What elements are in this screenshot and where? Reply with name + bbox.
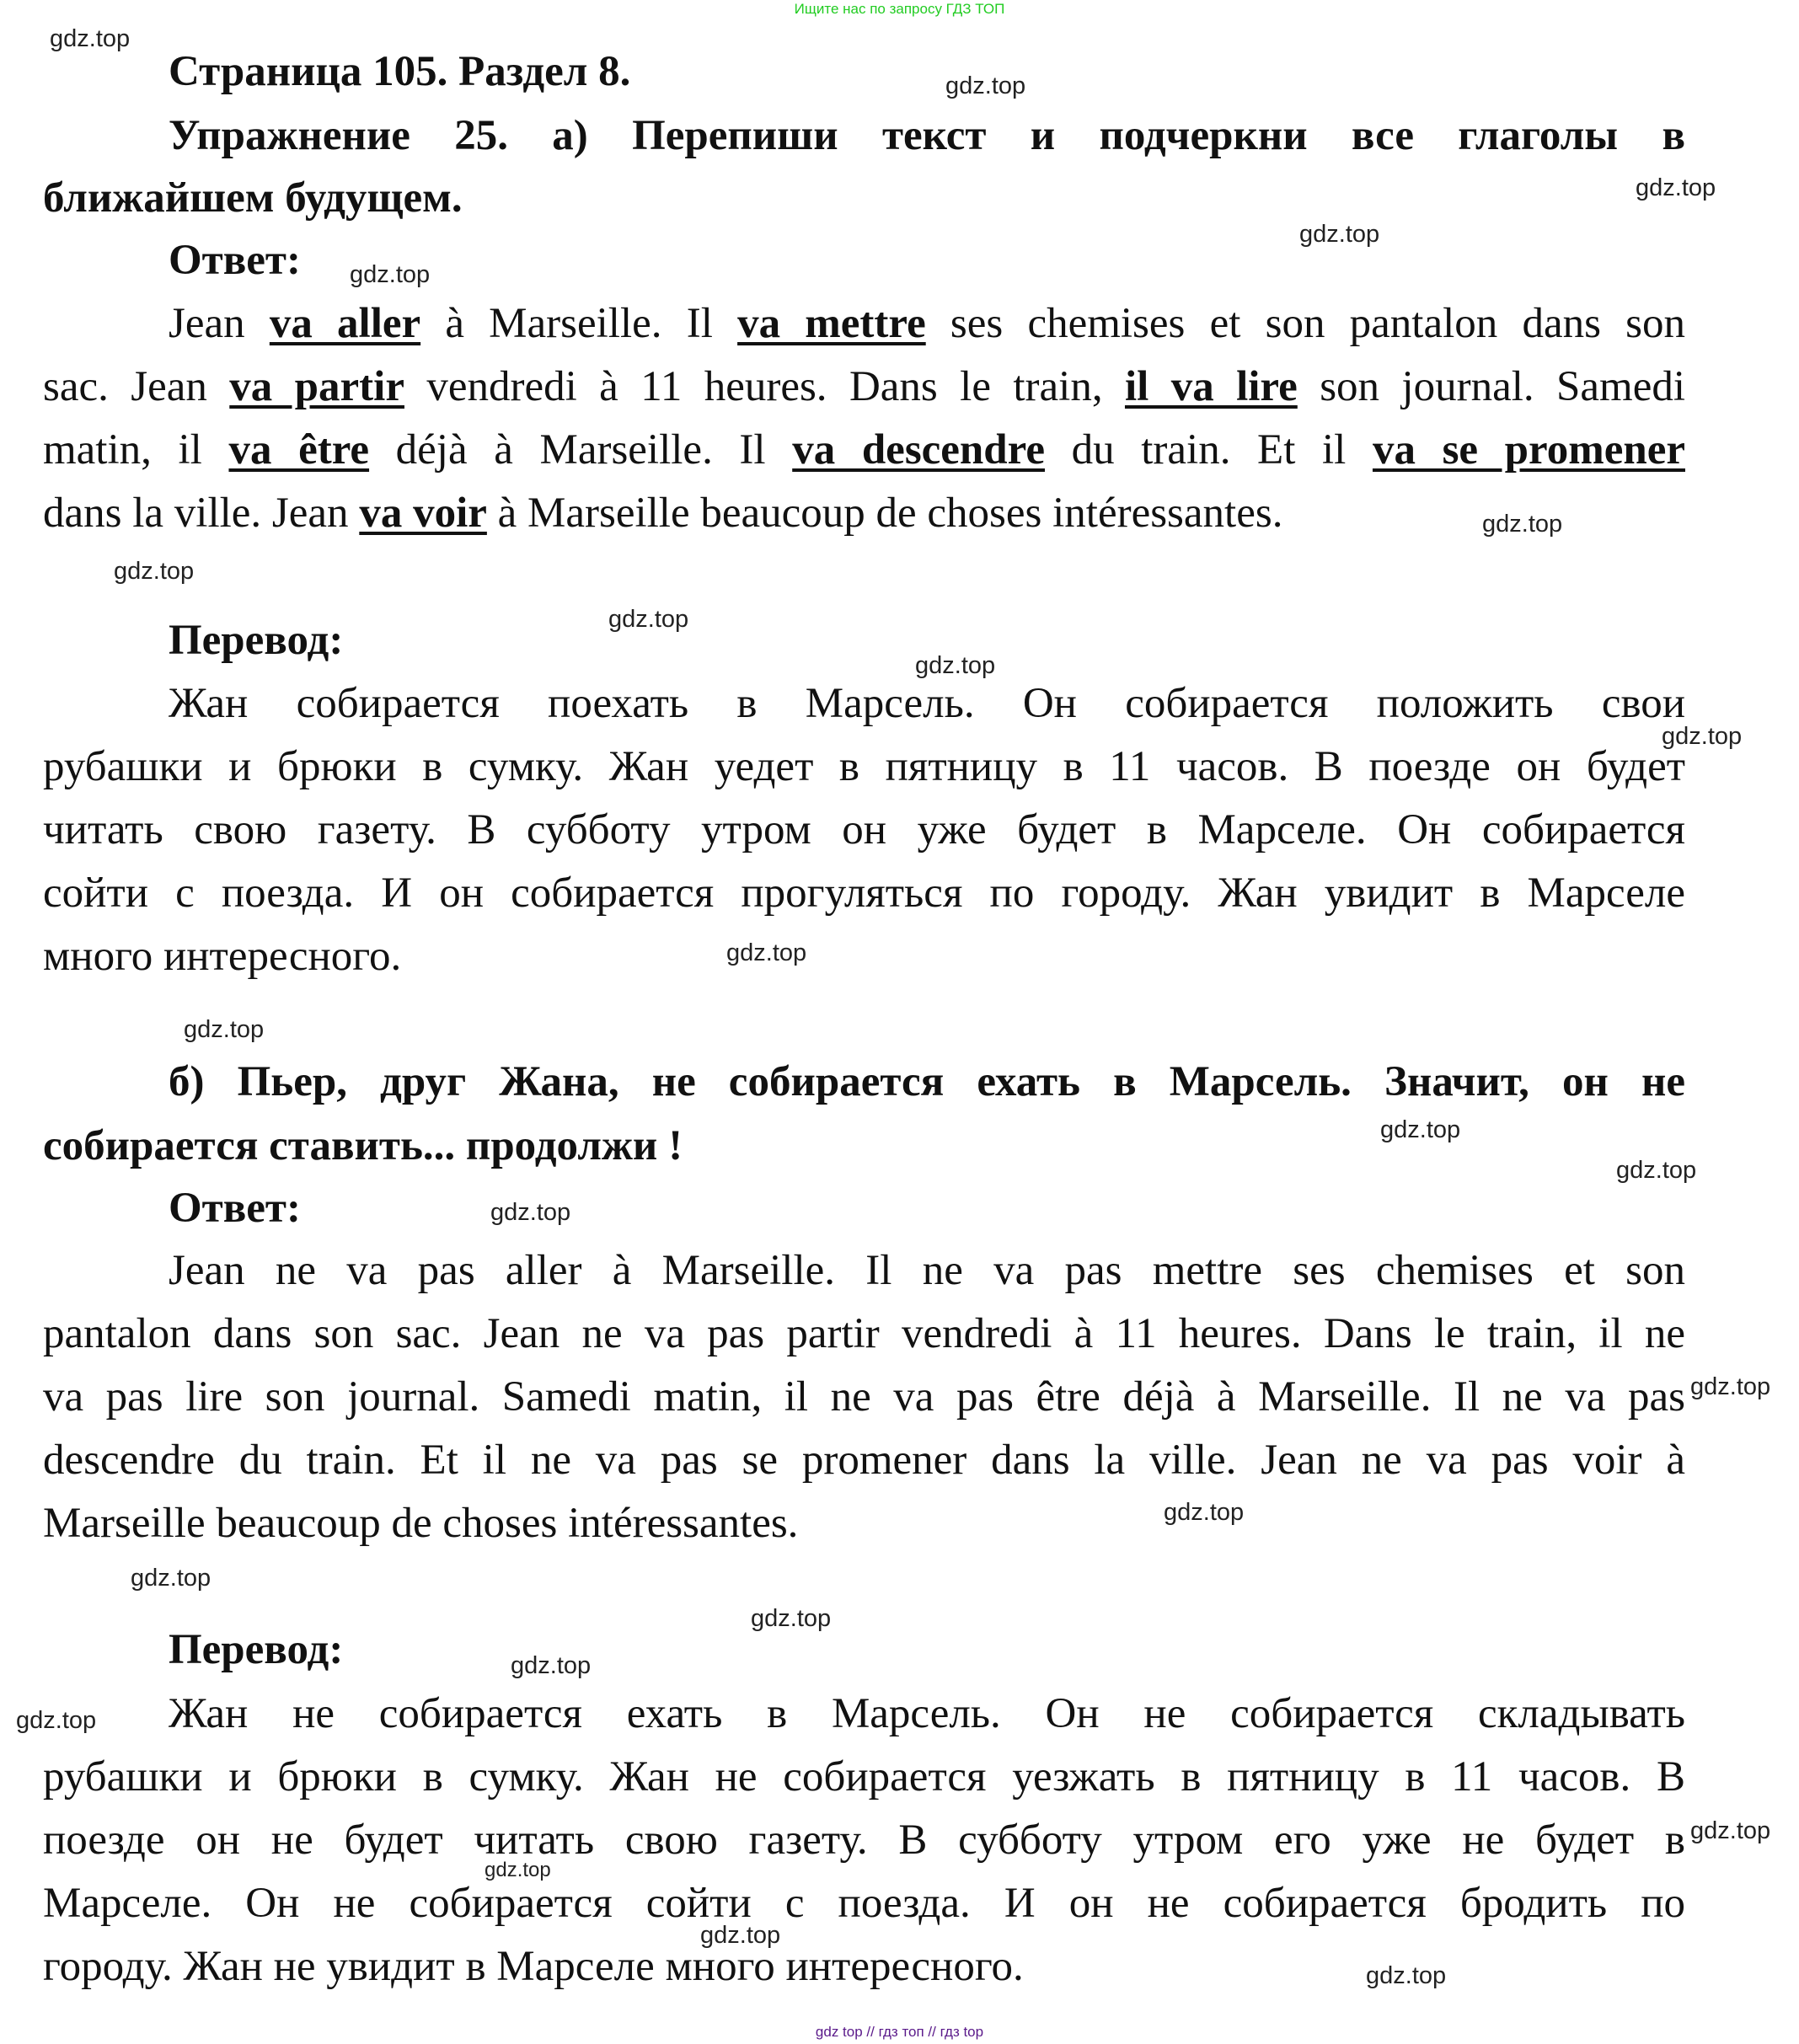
watermark: gdz.top (608, 606, 689, 633)
watermark: gdz.top (726, 939, 807, 966)
translation-label: Перевод: (169, 1626, 344, 1673)
text-line: городу. Жан не увидит в Марселе много интересного. (43, 1943, 1024, 1990)
text-line: сойти с поезда. И он собирается прогуляться по городу. Жан увидит в Марселе (43, 870, 1685, 917)
watermark: gdz.top (490, 1199, 571, 1226)
page-title: Страница 105. Раздел 8. (169, 48, 631, 95)
watermark: gdz.top (1662, 723, 1743, 750)
watermark: gdz.top (1616, 1157, 1697, 1184)
watermark: gdz.top (1366, 1962, 1447, 1989)
watermark: gdz.top (511, 1652, 592, 1679)
text-segment: déjà à Marseille. Il (369, 426, 793, 474)
future-verb: va descendre (792, 426, 1046, 474)
text-segment: sac. Jean (43, 363, 230, 410)
text-segment: vendredi à 11 heures. Dans le train, (404, 363, 1125, 410)
watermark: gdz.top (1164, 1499, 1245, 1526)
watermark: gdz.top (1690, 1373, 1771, 1400)
text-segment: du train. Et il (1045, 426, 1373, 474)
text-segment: Jean (169, 300, 270, 347)
future-verb: va se promener (1372, 426, 1685, 474)
text-line: поезде он не будет читать свою газету. В субботу утром его уже не будет в (43, 1817, 1685, 1864)
text-line: рубашки и брюки в сумку. Жан не собирается уезжать в пятницу в 11 часов. В (43, 1753, 1685, 1801)
exercise-a-heading: Упражнение 25. а) Перепиши текст и подчеркни все глаголы в (169, 112, 1685, 159)
watermark: gdz.top (350, 261, 431, 288)
exercise-b-heading: б) Пьер, друг Жана, не собирается ехать в Марсель. Значит, он не (169, 1058, 1685, 1105)
watermark: gdz.top (1482, 511, 1563, 538)
text-line: Жан собирается поехать в Марсель. Он собирается положить свои (169, 680, 1685, 727)
watermark: gdz.top (114, 558, 195, 585)
watermark: gdz.top (50, 25, 131, 52)
exercise-b-heading: собирается ставить... продолжи ! (43, 1122, 683, 1169)
future-verb: va partir (229, 363, 404, 410)
watermark: gdz.top (915, 652, 996, 679)
text-line (43, 356, 1685, 419)
text-segment: matin, il (43, 426, 229, 474)
watermark: gdz.top (751, 1605, 832, 1632)
text-line: Jean ne va pas aller à Marseille. Il ne va pas mettre ses chemises et son (169, 1247, 1685, 1294)
text-line (169, 292, 1685, 356)
text-line (43, 482, 1685, 545)
exercise-a-heading: ближайшем будущем. (43, 174, 463, 222)
future-verb: va être (228, 426, 370, 474)
text-segment: son journal. Samedi (1297, 363, 1686, 410)
text-line: рубашки и брюки в сумку. Жан уедет в пятницу в 11 часов. В поезде он будет (43, 743, 1685, 790)
text-segment: à Marseille. Il (420, 300, 738, 347)
future-verb: va voir (359, 490, 487, 537)
answer-label: Ответ: (169, 237, 301, 284)
future-verb: va mettre (737, 300, 926, 347)
text-line: много интересного. (43, 933, 402, 980)
text-segment: à Marseille beaucoup de choses intéressantes. (486, 490, 1283, 537)
text-line: Marseille beaucoup de choses intéressantes. (43, 1500, 799, 1547)
text-line: Марселе. Он не собирается сойти с поезда. И он не собирается бродить по (43, 1880, 1685, 1927)
translation-label: Перевод: (169, 617, 344, 664)
future-verb: il va lire (1124, 363, 1298, 410)
watermark: gdz.top (184, 1016, 265, 1043)
future-verb: va aller (269, 300, 421, 347)
text-line: pantalon dans son sac. Jean ne va pas partir vendredi à 11 heures. Dans le train, il ne (43, 1310, 1685, 1357)
watermark: gdz.top (16, 1707, 97, 1734)
top-banner[interactable]: Ищите нас по запросу ГДЗ ТОП (794, 1, 1005, 17)
bottom-banner[interactable]: gdz top // гдз топ // гдз top (815, 2024, 984, 2040)
text-line: descendre du train. Et il ne va pas se promener dans la ville. Jean ne va pas voir à (43, 1437, 1685, 1484)
watermark: gdz.top (1380, 1116, 1461, 1143)
watermark: gdz.top (1636, 174, 1716, 201)
watermark: gdz.top (131, 1565, 211, 1592)
text-line: Жан не собирается ехать в Марсель. Он не собирается складывать (169, 1690, 1685, 1737)
watermark: gdz.top (700, 1922, 781, 1949)
watermark: gdz.top (485, 1859, 551, 1881)
text-line: читать свою газету. В субботу утром он уже будет в Марселе. Он собирается (43, 806, 1685, 853)
watermark: gdz.top (1690, 1817, 1771, 1844)
watermark: gdz.top (1299, 221, 1380, 248)
text-line: va pas lire son journal. Samedi matin, il ne va pas être déjà à Marseille. Il ne va pas (43, 1373, 1685, 1421)
text-segment: dans la ville. Jean (43, 490, 360, 537)
answer-label: Ответ: (169, 1185, 301, 1232)
text-line (43, 419, 1685, 482)
watermark: gdz.top (945, 72, 1026, 99)
text-segment: ses chemises et son pantalon dans son (925, 300, 1685, 347)
